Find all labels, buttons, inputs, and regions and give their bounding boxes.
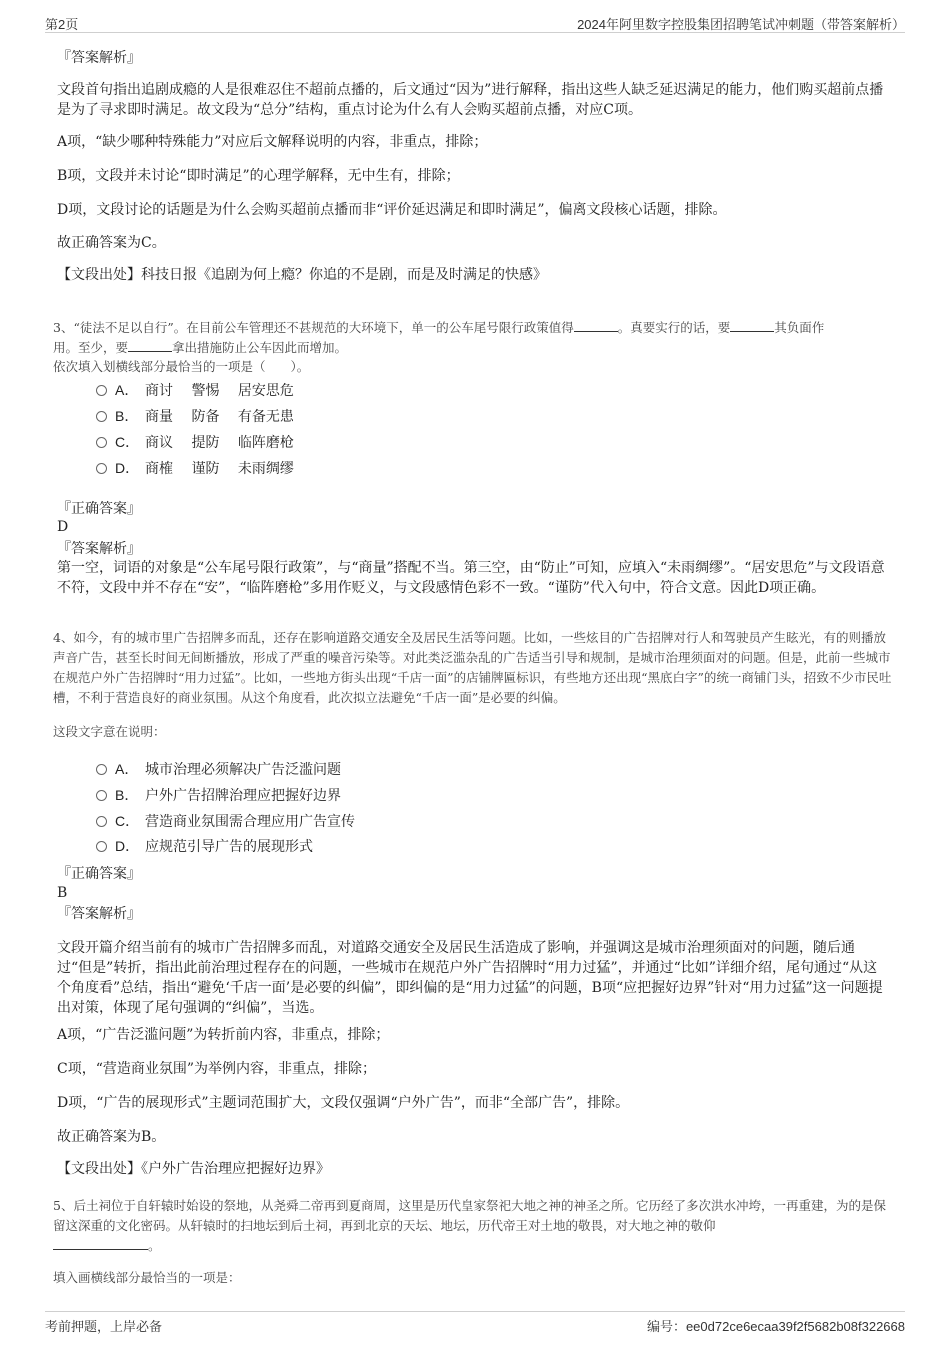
q3-stem: 3、“徒法不足以自行”。在目前公车管理还不甚规范的大环境下，单一的公车尾号限行政策值得 。真要实行的话，要 其负面作 用。至少，要 拿出措施防止公车因此而增加。	[53, 320, 825, 355]
q4-stem: 4、如今，有的城市里广告招牌多而乱，还存在影响道路交通安全及居民生活等问题。比如，一些炫目的广告招牌对行人和驾驶员产生眩光，有的则播放声音广告，甚至长时间无间断播放，形成了严重的噪音污染等。对此类泛滥杂乱的广告适当引导和规制，是城市治理须面对的问题。但是，此前一些城市在规范户外广告招牌时“用力过猛”。比如，一些地方街头出现“千店一面”的店铺牌匾标识，有些地方还出现“黑底白字”的统一商铺门头，招致不少市民吐槽，不利于营造良好的商业氛围。从这个角度看，此次拟立法避免“千店一面”是必要的纠偏。	[53, 630, 892, 705]
q3-option-b[interactable]: B． 商量 防备 有备无患	[96, 406, 294, 427]
q4-analysis-label: 『答案解析』	[57, 906, 141, 922]
q4-answer: B	[57, 885, 68, 901]
q3-blank-1	[574, 319, 618, 332]
q2-option-a-note: A项，“缺少哪种特殊能力”对应后文解释说明的内容，非重点，排除；	[57, 134, 488, 150]
q4-option-a[interactable]: A． 城市治理必须解决广告泛滥问题	[96, 759, 341, 780]
q3-analysis-label: 『答案解析』	[57, 541, 141, 557]
q3-answer-label: 『正确答案』	[57, 501, 141, 517]
q3-blank-2	[730, 319, 774, 332]
q3-answer: D	[57, 519, 69, 535]
page-number: 第2页	[45, 17, 79, 32]
q5-prompt: 填入画横线部分最恰当的一项是：	[53, 1270, 241, 1285]
footer-slogan: 考前押题，上岸必备	[45, 1319, 163, 1334]
radio-button[interactable]	[96, 437, 107, 448]
radio-button[interactable]	[96, 764, 107, 775]
q4-answer-label: 『正确答案』	[57, 866, 141, 882]
q2-option-d-note: D项，文段讨论的话题是为什么会购买超前点播而非“评价延迟满足和即时满足”，偏离文段核心话题，排除。	[57, 202, 727, 218]
q2-source: 【文段出处】科技日报《追剧为何上瘾？你追的不是剧，而是及时满足的快感》	[57, 267, 547, 283]
radio-button[interactable]	[96, 841, 107, 852]
q3-option-a[interactable]: A． 商讨 警惕 居安思危	[96, 380, 294, 401]
q5-stem: 5、后土祠位于自轩辕时始设的祭地，从尧舜二帝再到夏商周，这里是历代皇家祭祀大地之神的神圣之所。它历经了多次洪水冲垮，一再重建，为的是保留这深重的文化密码。从轩辕时的扫地坛到后土祠，再到北京的天坛、地坛，历代帝王对土地的敬畏，对大地之神的敬仰 。	[53, 1198, 886, 1253]
q4-option-d-note: D项，“广告的展现形式”主题词范围扩大，文段仅强调“户外广告”，而非“全部广告”，排除。	[57, 1095, 630, 1111]
q4-option-c-note: C项，“营造商业氛围”为举例内容，非重点，排除；	[57, 1061, 377, 1077]
q4-source: 【文段出处】《户外广告治理应把握好边界》	[57, 1161, 330, 1177]
page-header	[45, 12, 905, 33]
q4-option-b[interactable]: B． 户外广告招牌治理应把握好边界	[96, 785, 341, 806]
q4-option-a-note: A项，“广告泛滥问题”为转折前内容，非重点，排除；	[57, 1027, 390, 1043]
q4-option-c[interactable]: C． 营造商业氛围需合理应用广告宣传	[96, 811, 355, 832]
radio-button[interactable]	[96, 385, 107, 396]
q3-option-c[interactable]: C． 商议 提防 临阵磨枪	[96, 432, 294, 453]
q3-blank-3	[128, 339, 172, 352]
radio-button[interactable]	[96, 463, 107, 474]
q2-analysis-label: 『答案解析』	[57, 50, 141, 66]
footer-code: 编号：ee0d72ce6ecaa39f2f5682b08f322668	[646, 1319, 905, 1334]
radio-button[interactable]	[96, 790, 107, 801]
page-footer	[45, 1311, 905, 1340]
radio-button[interactable]	[96, 816, 107, 827]
q4-prompt: 这段文字意在说明：	[53, 724, 166, 739]
radio-button[interactable]	[96, 411, 107, 422]
q4-analysis-text: 文段开篇介绍当前有的城市广告招牌多而乱，对道路交通安全及居民生活造成了影响，并强调这是城市治理须面对的问题，随后通过“但是”转折，指出此前治理过程存在的问题，一些城市在规范户外广告招牌时“用力过猛”，并通过“比如”详细介绍，尾句通过“从这个角度看”总结，指出“避免‘千店一面’是必要的纠偏”，即纠偏的是“用力过猛”的问题，B项“应把握好边界”针对“用力过猛”这一问题提出对策，体现了尾句强调的“纠偏”，当选。	[57, 940, 883, 1016]
q4-option-d[interactable]: D． 应规范引导广告的展现形式	[96, 836, 313, 857]
q2-conclusion: 故正确答案为C。	[57, 235, 166, 251]
q3-prompt: 依次填入划横线部分最恰当的一项是（ ）。	[53, 359, 310, 374]
document-title: 2024年阿里数字控股集团招聘笔试冲刺题（带答案解析）	[577, 17, 905, 32]
q2-analysis-text: 文段首句指出追剧成瘾的人是很难忍住不超前点播的，后文通过“因为”进行解释，指出这些人缺乏延迟满足的能力，他们购买超前点播是为了寻求即时满足。故文段为“总分”结构，重点讨论为什么有人会购买超前点播，对应C项。	[57, 82, 884, 118]
q5-blank	[53, 1237, 148, 1250]
q3-option-d[interactable]: D． 商榷 谨防 未雨绸缪	[96, 458, 294, 479]
q4-conclusion: 故正确答案为B。	[57, 1129, 166, 1145]
q3-analysis-text: 第一空，词语的对象是“公车尾号限行政策”，与“商量”搭配不当。第三空，由“防止”可知，应填入“未雨绸缪”。“居安思危”与文段语意不符，文段中并不存在“安”，“临阵磨枪”多用作贬义，与文段感情色彩不一致。“谨防”代入句中，符合文意。因此D项正确。	[57, 560, 885, 596]
q2-option-b-note: B项，文段并未讨论“即时满足”的心理学解释，无中生有，排除；	[57, 168, 460, 184]
